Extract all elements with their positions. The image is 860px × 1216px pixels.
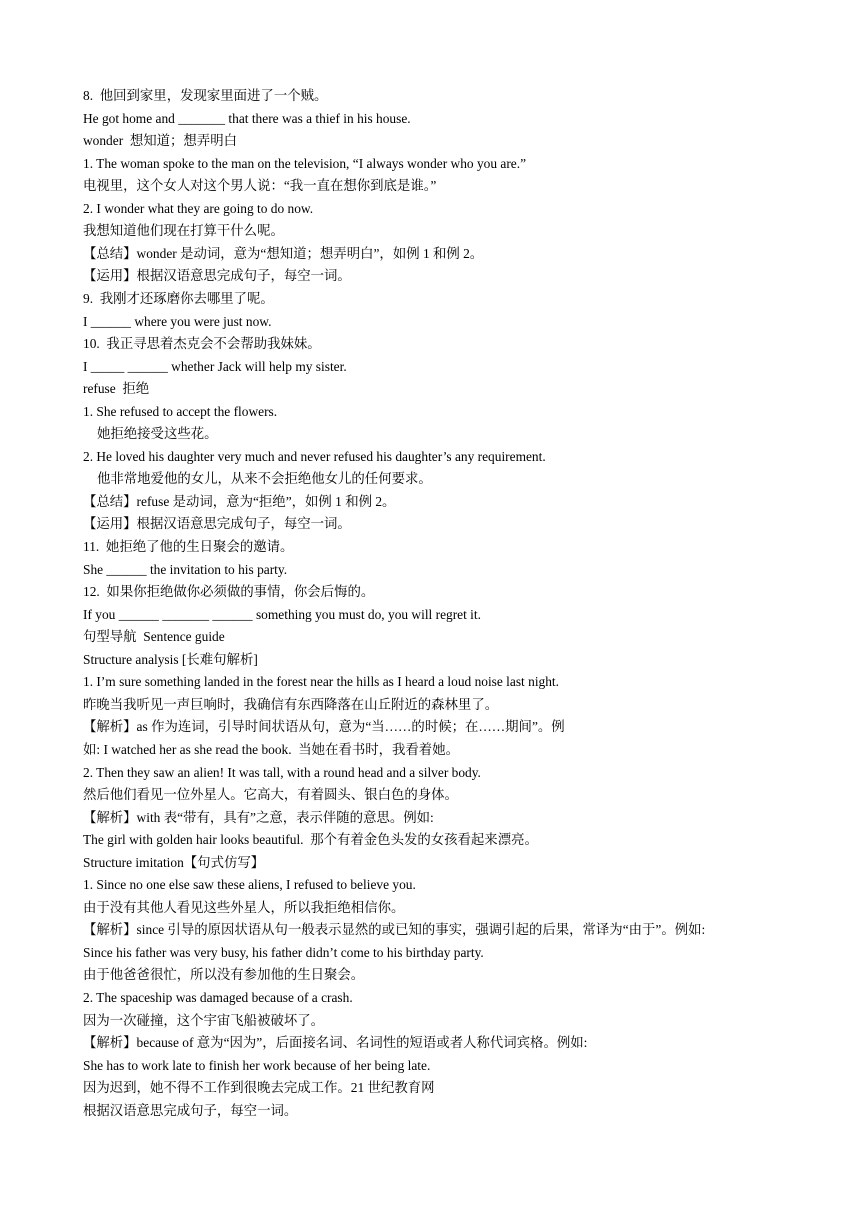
example-line: 1. She refused to accept the flowers. xyxy=(83,404,278,419)
analysis-example: The girl with golden hair looks beautiful. 那个有着金色头发的女孩看起来漂亮。 xyxy=(83,832,538,847)
exercise-11-english: She ______ the invitation to his party. xyxy=(83,562,288,577)
example-translation: 由于没有其他人看见这些外星人，所以我拒绝相信你。 xyxy=(83,900,405,915)
analysis-example: She has to work late to finish her work because of her being late. xyxy=(83,1058,431,1073)
example-line: 2. I wonder what they are going to do now. xyxy=(83,201,314,216)
analysis-example: Since his father was very busy, his father didn’t come to his birthday party. xyxy=(83,945,484,960)
analysis-note: 【解析】with 表“带有，具有”之意，表示伴随的意思。例如: xyxy=(83,810,434,825)
example-translation: 电视里，这个女人对这个男人说：“我一直在想你到底是谁。” xyxy=(83,178,437,193)
example-line: 2. The spaceship was damaged because of a crash. xyxy=(83,990,353,1005)
exercise-8-chinese: 8. 他回到家里，发现家里面进了一个贼。 xyxy=(83,88,328,103)
example-line: 2. Then they saw an alien! It was tall, with a round head and a silver body. xyxy=(83,765,481,780)
example-translation: 因为一次碰撞，这个宇宙飞船被破坏了。 xyxy=(83,1013,325,1028)
exercise-10-chinese: 10. 我正寻思着杰克会不会帮助我妹妹。 xyxy=(83,336,321,351)
example-line: 1. I’m sure something landed in the forest near the hills as I heard a loud noise last night. xyxy=(83,674,559,689)
practice-instruction: 【运用】根据汉语意思完成句子，每空一词。 xyxy=(83,516,351,531)
summary-note: 【总结】wonder 是动词，意为“想知道；想弄明白”，如例 1 和例 2。 xyxy=(83,246,484,261)
example-translation: 她拒绝接受这些花。 xyxy=(97,426,218,441)
vocab-heading-refuse: refuse 拒绝 xyxy=(83,381,150,396)
analysis-example-translation: 由于他爸爸很忙，所以没有参加他的生日聚会。 xyxy=(83,967,365,982)
analysis-note-continued: 如: I watched her as she read the book. 当她在看书时，我看着她。 xyxy=(83,742,459,757)
example-translation: 我想知道他们现在打算干什么呢。 xyxy=(83,223,284,238)
practice-instruction: 【运用】根据汉语意思完成句子，每空一词。 xyxy=(83,268,351,283)
example-line: 2. He loved his daughter very much and never refused his daughter’s any requirement. xyxy=(83,449,546,464)
section-heading-structure-imitation: Structure imitation【句式仿写】 xyxy=(83,855,265,870)
exercise-11-chinese: 11. 她拒绝了他的生日聚会的邀请。 xyxy=(83,539,294,554)
analysis-note: 【解析】as 作为连词，引导时间状语从句，意为“当……的时候；在……期间”。例 xyxy=(83,719,565,734)
vocab-heading-wonder: wonder 想知道；想弄明白 xyxy=(83,133,237,148)
example-line: 1. The woman spoke to the man on the television, “I always wonder who you are.” xyxy=(83,156,527,171)
section-heading-sentence-guide: 句型导航 Sentence guide xyxy=(83,629,225,644)
example-translation: 他非常地爱他的女儿，从来不会拒绝他女儿的任何要求。 xyxy=(97,471,432,486)
exercise-12-english: If you ______ _______ ______ something you must do, you will regret it. xyxy=(83,607,481,622)
analysis-example-translation: 因为迟到，她不得不工作到很晚去完成工作。21 世纪教育网 xyxy=(83,1080,435,1095)
exercise-9-chinese: 9. 我刚才还琢磨你去哪里了呢。 xyxy=(83,291,274,306)
example-translation: 昨晚当我听见一声巨响时，我确信有东西降落在山丘附近的森林里了。 xyxy=(83,697,499,712)
exercise-12-chinese: 12. 如果你拒绝做你必须做的事情，你会后悔的。 xyxy=(83,584,375,599)
section-heading-structure-analysis: Structure analysis [长难句解析] xyxy=(83,652,258,667)
practice-instruction: 根据汉语意思完成句子，每空一词。 xyxy=(83,1103,298,1118)
analysis-note: 【解析】since 引导的原因状语从句一般表示显然的或已知的事实，强调引起的后果，常译为“由于”。例如: xyxy=(83,922,706,937)
analysis-note: 【解析】because of 意为“因为”，后面接名词、名词性的短语或者人称代词宾格。例如: xyxy=(83,1035,588,1050)
example-line: 1. Since no one else saw these aliens, I refused to believe you. xyxy=(83,877,416,892)
exercise-10-english: I _____ ______ whether Jack will help my sister. xyxy=(83,359,347,374)
example-translation: 然后他们看见一位外星人。它高大，有着圆头、银白色的身体。 xyxy=(83,787,458,802)
summary-note: 【总结】refuse 是动词，意为“拒绝”，如例 1 和例 2。 xyxy=(83,494,396,509)
exercise-9-english: I ______ where you were just now. xyxy=(83,314,272,329)
exercise-8-english: He got home and _______ that there was a thief in his house. xyxy=(83,111,411,126)
